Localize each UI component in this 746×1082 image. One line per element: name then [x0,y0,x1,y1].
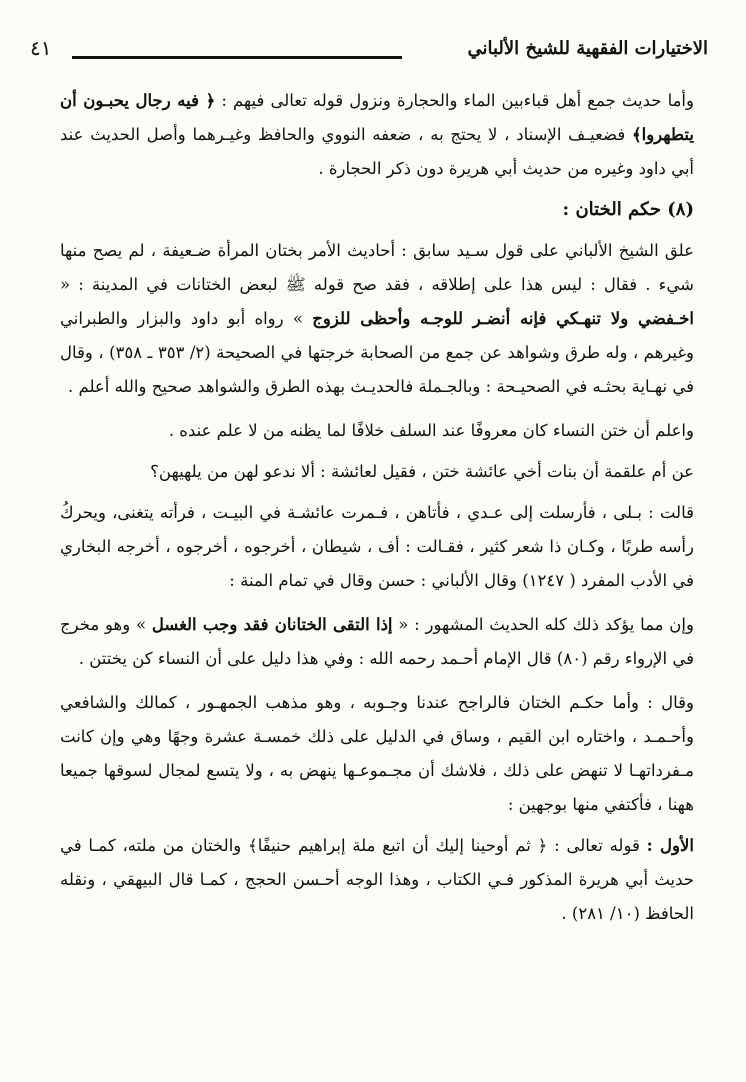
text-run: وإن مما يؤكد ذلك كله الحديث المشهور : « [392,615,694,634]
page-header [30,34,708,70]
paragraph-umm-alqama: عن أم علقمة أن بنات أخي عائشة ختن ، فقيل لعائشة : ألا ندعو لهن من يلهيهن؟ [150,462,694,481]
section-heading: (٨) حكم الختان : [562,199,694,220]
text-run: » رواه أبو داود والبزار والطبراني وغيرهم ، وله طرق وشواهد عن جمع من الصحابة خرجتها في الصحيحة (٢/ ٣٥٣ ـ ٣٥٨) ، وقال في نهـاية بحثـه في الصحيـحة : وبالجـملة فالحديـث بهذه الطرق والشواهد صحيح والله أعلم . [60,309,694,396]
page-body [60,84,694,931]
page-number: ٤١ [30,36,52,60]
quran-quote: ﴿ فيه رجال يحبـون أن يتطهروا﴾ [60,91,694,144]
paragraph-albani-comment [60,234,694,404]
text-run: فضعيـف الإسناد ، لا يحتج به ، ضعفه النووي والحافظ وغيـرهما وأصل الحديث عند أبي داود وغيره من حديث أبي هريرة دون ذكر الحجارة . [60,125,694,178]
text-run: وأما حديث جمع أهل قباءبين الماء والحجارة ونزول قوله تعالى فيهم : [215,91,694,110]
paragraph-first-evidence [60,829,694,931]
paragraph-khitanan [60,608,694,676]
paragraph-aisha: قالت : بـلى ، فأرسلت إلى عـدي ، فأتاهن ، فـمرت عائشـة في البيـت ، فرأته يتغنى، ويحركُ رأسه طربًا ، وكـان ذا شعر كثير ، فقـالت : أف ، شيطان ، أخرجوه ، أخرجوه ، أخرجه البخاري في الأدب المفرد ( ١٢٤٧) وقال الألباني : حسن وقال في تمام المنة : [60,503,694,590]
hadith-quote: اخـفضي ولا تنهـكي فإنه أنضـر للوجـه وأحظى للزوج [312,309,694,328]
hadith-quote: إذا التقى الختانان فقد وجب الغسل [151,615,393,634]
paragraph-salaf: واعلم أن ختن النساء كان معروفًا عند السلف خلافًا لما يظنه من لا علم عنده . [168,421,694,440]
paragraph-ahl-quba [60,84,694,186]
first-label: الأول : [646,836,694,855]
running-title: الاختيارات الفقهية للشيخ الألباني [467,38,708,59]
text-run: علق الشيخ الألباني على قول سـيد سابق : أحاديث الأمر بختان المرأة ضـعيفة ، لم يصح منها شيء . فقال : ليس هذا على إطلاقه ، فقد صح قوله ﷺ لبعض الختانات في المدينة : « [60,241,694,294]
header-rule [72,56,402,59]
text-run: » وهو مخرج في الإرواء رقم (٨٠) قال الإمام أحـمد رحمه الله : وفي هذا دليل على أن النساء كن يختتن . [60,615,694,668]
text-run: قوله تعالى : ﴿ ثم أوحينا إليك أن اتبع ملة إبراهيم حنيفًا﴾ والختان من ملته، كمـا في حديث أبي هريرة المذكور فـي الكتاب ، وهذا الوجه أحـسن الحجج ، كمـا قال البيهقي ، ونقله الحافظ (١٠/ ٢٨١) . [60,836,694,923]
paragraph-ruling: وقال : وأما حكـم الختان فالراجح عندنا وجـوبه ، وهو مذهب الجمهـور ، كمالك والشافعي وأحـمـد ، واختاره ابن القيم ، وساق في الدليل على ذلك خمسـة عشرة وجهًا وهي وإن كانت مـفرداتهـا لا تنهض على ذلك ، فلاشك أن مجـموعـها ينهض به ، ولا يتسع لمجال لسوقها جميعا ههنا ، فأكتفي منها بوجهين : [60,693,694,814]
